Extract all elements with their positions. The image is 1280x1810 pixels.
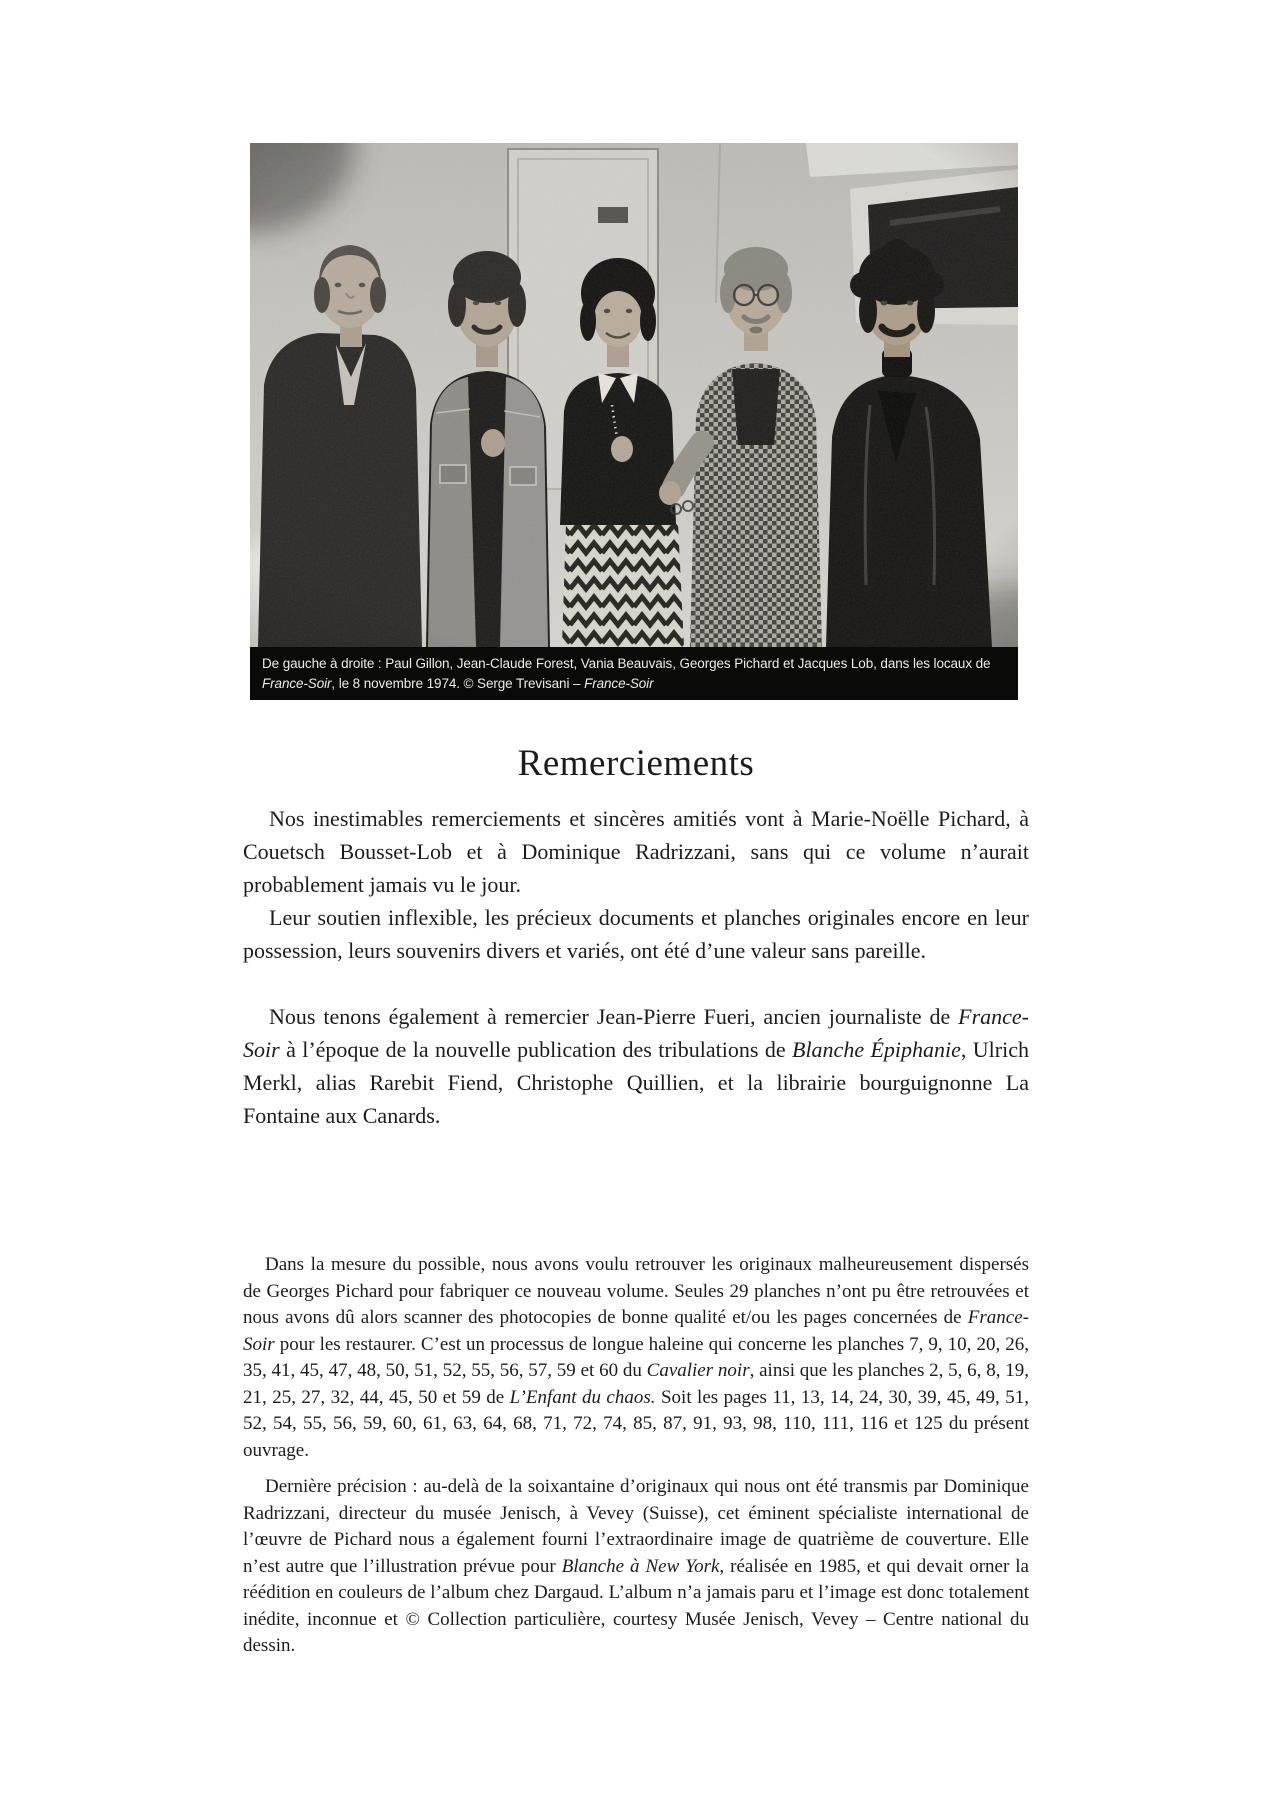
main-content (243, 742, 1029, 1132)
italic-title-segment: Blanche Épiphanie (792, 1037, 961, 1062)
text-segment: pour les restaurer. C’est un processus de longue haleine qui concerne les planches 7, 9, 10, 20, 26, 35, 41, 45, 47, 48, 50, 51, 52, 55, 56, 57, 59 et 60 du (243, 1333, 1029, 1381)
italic-title-segment: France-Soir (243, 1004, 1029, 1062)
editorial-notes (243, 1252, 1029, 1660)
caption-italic-title: France-Soir (584, 676, 654, 691)
note-paragraph-2 (243, 1474, 1029, 1660)
caption-text: , le 8 novembre 1974. © Serge Trevisani – (331, 676, 585, 691)
italic-title-segment: Blanche à New York (561, 1555, 720, 1577)
text-segment: Soit les pages 11, 13, 14, 24, 30, 39, 45, 49, 51, 52, 54, 55, 56, 59, 60, 61, 63, 64, 68, 71, 72, 74, 85, 87, 91, 93, 98, 110, 111, 116 et 125 du présent ouvrage. (243, 1386, 1029, 1461)
text-segment: Dans la mesure du possible, nous avons voulu retrouver les originaux malheureusement dispersés de Georges Pichard pour fabriquer ce nouveau volume. Seules 29 planches n’ont pu être retrouvées et nous avons dû alors scanner des photocopies de bonne qualité et/ou les pages concernées de (243, 1254, 1029, 1328)
text-segment: à l’époque de la nouvelle publication des tribulations de (279, 1037, 792, 1062)
text-segment: Nous tenons également à remercier Jean-Pierre Fueri, ancien journaliste de (269, 1004, 959, 1029)
text-segment: , réalisée en 1985, et qui devait orner la réédition en couleurs de l’album chez Dargaud. L’album n’a jamais paru et l’image est donc totalement inédite, inconnue et © Collection particulière, courtesy Musée Jenisch, Vevey – Centre national du dessin. (243, 1555, 1029, 1656)
italic-title-segment: France-Soir (243, 1307, 1029, 1355)
caption-line-2 (262, 674, 1006, 694)
page-title: Remerciements (517, 743, 755, 784)
text-segment: , Ulrich Merkl, alias Rarebit Fiend, Christophe Quillien, et la librairie bourguignonne La Fontaine aux Canards. (243, 1037, 1029, 1128)
caption-line-1 (262, 654, 1006, 674)
italic-title-segment: Cavalier noir (646, 1360, 750, 1381)
paragraph-thanks-3 (243, 1000, 1029, 1132)
text-segment: , ainsi que les planches 2, 5, 6, 8, 19, 21, 25, 27, 32, 44, 45, 50 et 59 de (243, 1360, 1029, 1408)
note-paragraph-1 (243, 1252, 1029, 1464)
paragraph-thanks-1: Nos inestimables remerciements et sincères amitiés vont à Marie-Noëlle Pichard, à Couetsch Bousset-Lob et à Dominique Radrizzani, sans qui ce volume n’aurait probablement jamais vu le jour. (243, 806, 1029, 897)
group-photo-illustration (250, 143, 1018, 647)
caption-text: De gauche à droite : Paul Gillon, Jean-Claude Forest, Vania Beauvais, Georges Pichard et Jacques Lob, dans les locaux de (262, 656, 991, 671)
paragraph-thanks-2: Leur soutien inflexible, les précieux documents et planches originales encore en leur possession, leurs souvenirs divers et variés, ont été d’une valeur sans pareille. (243, 905, 1029, 963)
text-segment: Dernière précision : au-delà de la soixantaine d’originaux qui nous ont été transmis par Dominique Radrizzani, directeur du musée Jenisch, à Vevey (Suisse), cet éminent spécialiste international de l’œuvre de Pichard nous a également fourni l’extraordinaire image de quatrième de couverture. Elle n’est autre que l’illustration prévue pour (243, 1476, 1029, 1577)
italic-title-segment: L’Enfant du chaos. (509, 1386, 656, 1408)
film-grain-overlay (250, 143, 1018, 647)
photo-block (250, 143, 1018, 700)
caption-italic-title: France-Soir (262, 676, 332, 691)
photo-caption (250, 647, 1018, 700)
